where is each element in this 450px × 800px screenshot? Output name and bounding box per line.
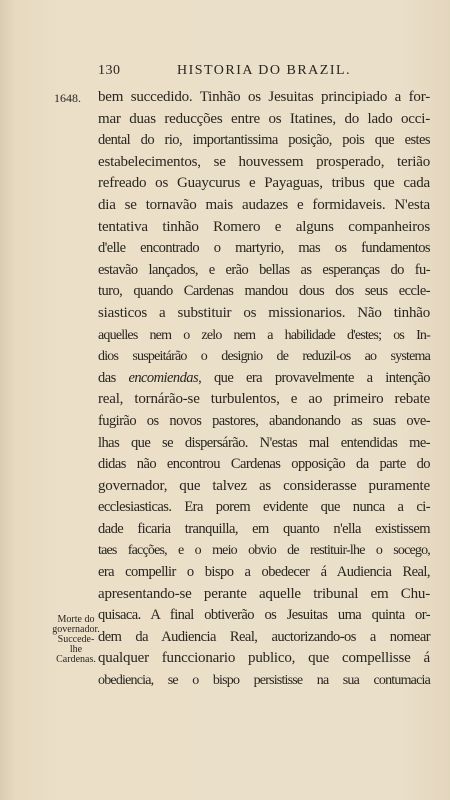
text-line: dem da Audiencia Real, auctorizando-os a nomear (98, 628, 430, 645)
text-line: ecclesiasticas. Era porem evidente que nunca a ci- (98, 499, 430, 516)
text-line: apresentando-se perante aquelle tribunal em Chu- (98, 585, 430, 602)
page-number: 130 (98, 63, 121, 78)
text-line: era compellir o bispo a obedecer á Audiencia Real, (98, 564, 430, 581)
text-line (98, 368, 430, 390)
text-fragment: das (98, 369, 129, 386)
body-text (98, 87, 430, 692)
text-line: fugirão os novos pastores, abandonando as suas ove- (98, 412, 430, 429)
side-note-line: governador. (52, 624, 100, 635)
text-line: taes facções, e o meio obvio de restituir-lhe o socego, (98, 543, 430, 559)
italic-term: encomiendas (128, 369, 199, 386)
text-fragment: , que era provavelmente a intenção (198, 369, 430, 386)
text-line: bem succedido. Tinhão os Jesuitas principiado a for- (98, 89, 430, 105)
text-line: estabelecimentos, se houvessem prosperado, terião (98, 153, 430, 170)
text-line: tentativa tinhão Romero e alguns companheiros (98, 218, 430, 235)
text-line: d'elle encontrado o martyrio, mas os fundamentos (98, 240, 430, 257)
text-line: refreado os Guaycurus e Payaguas, tribus que cada (98, 175, 430, 192)
side-note-line: Cardenas. (56, 654, 96, 665)
text-line: dios suspeitárão o designio de reduzil-os ao systema (98, 349, 430, 365)
text-line: turo, quando Cardenas mandou dous dos seus eccle- (98, 283, 430, 300)
text-line: dental do rio, importantissima posição, pois que estes (98, 132, 430, 149)
running-head (98, 63, 430, 81)
text-line: obediencia, se o bispo persistisse na sua contumacia (98, 673, 430, 689)
text-line: estavão lançados, e erão bellas as esperanças do fu- (98, 261, 430, 278)
text-line: didas não encontrou Cardenas opposição da parte do (98, 456, 430, 473)
text-line: aquelles nem o zelo nem a habilidade d'estes; os In- (98, 327, 430, 343)
text-line: qualquer funccionario publico, que compellisse á (98, 650, 430, 667)
margin-year: 1648. (54, 91, 81, 105)
margin-side-note (52, 615, 100, 665)
text-line: siasticos a substituir os missionarios. Não tinhão (98, 304, 430, 321)
text-line: quisaca. A final obtiverão os Jesuitas uma quinta or- (98, 607, 430, 624)
text-line: governador, que talvez as considerasse puramente (98, 477, 430, 494)
running-title: HISTORIA DO BRAZIL. (176, 63, 352, 78)
text-line: dia se tornavão mais audazes e formidaveis. N'esta (98, 196, 430, 213)
text-line: dade ficaria tranquilla, em quanto n'ella existissem (98, 520, 430, 537)
text-line: real, tornárão-se turbulentos, e ao primeiro rebate (98, 391, 430, 408)
side-note-line: Succede-lhe (57, 634, 95, 655)
side-note-line: Morte do (57, 614, 95, 625)
text-line: mar duas reducções entre os Itatines, do lado occi- (98, 110, 430, 127)
text-line: lhas que se dispersárão. N'estas mal entendidas me- (98, 434, 430, 451)
